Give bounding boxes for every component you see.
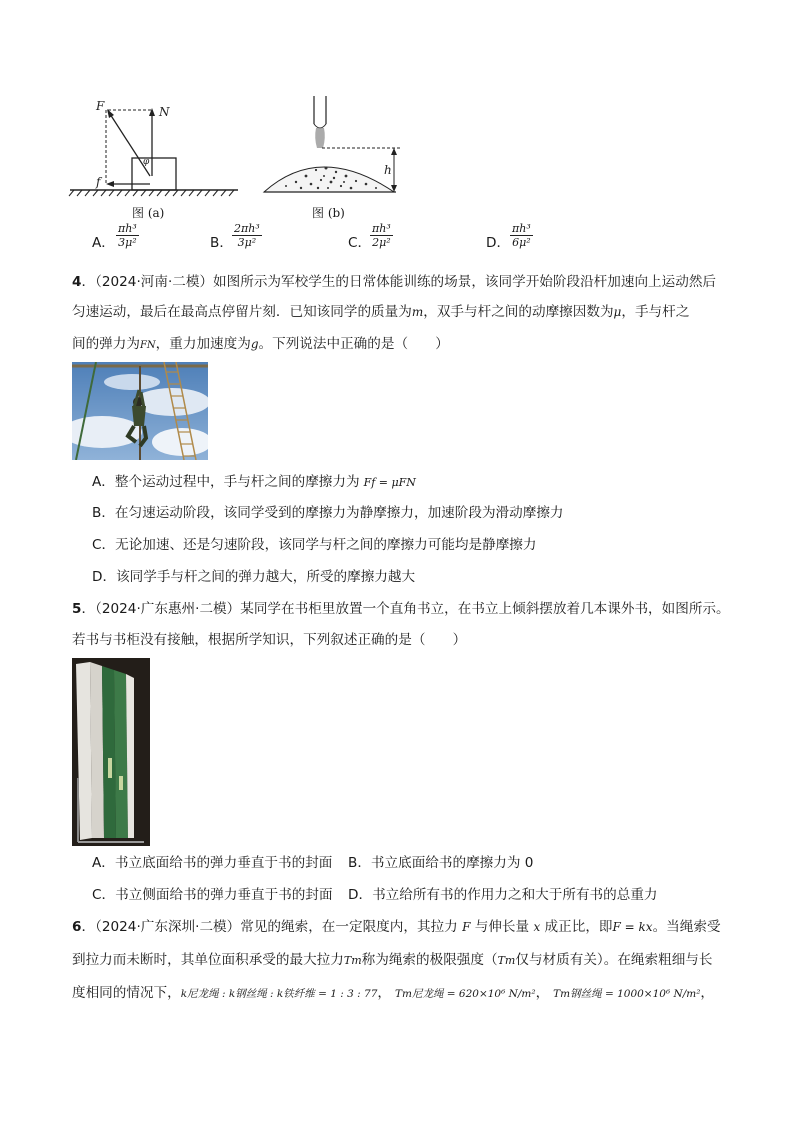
label-phi: φ xyxy=(143,157,150,167)
q4-line-3: 间的弹力为FN，重力加速度为g。下列说法中正确的是（ ） xyxy=(72,336,449,352)
q4-option-b[interactable]: B．在匀速运动阶段，该同学受到的摩擦力为静摩擦力，加速阶段为滑动摩擦力 xyxy=(92,505,564,521)
q5-number: 5 xyxy=(72,601,82,617)
label-f: f xyxy=(96,175,101,189)
sand-pile xyxy=(264,167,394,192)
q4-option-a[interactable]: A．整个运动过程中，手与杆之间的摩擦力为 Ff = μFN xyxy=(92,474,416,490)
q3-option-a-letter[interactable]: A． xyxy=(92,235,115,251)
q5-line-2: 若书与书柜没有接触，根据所学知识，下列叙述正确的是（ ） xyxy=(72,632,467,648)
q5-option-a[interactable]: A．书立底面给书的弹力垂直于书的封面 xyxy=(92,855,333,871)
q4-option-c[interactable]: C．无论加速、还是匀速阶段，该同学与杆之间的摩擦力可能均是静摩擦力 xyxy=(92,537,537,553)
q3-option-d-letter[interactable]: D． xyxy=(486,235,511,251)
figure-b-caption: 图 (b) xyxy=(312,206,345,220)
q5-line-1: 5．（2024·广东惠州·二模）某同学在书柜里放置一个直角书立，在书立上倾斜摆放着几本课外书，如图所示。 xyxy=(72,601,730,617)
label-h: h xyxy=(384,163,392,177)
q4-line-1: 4．（2024·河南·二模）如图所示为军校学生的日常体能训练的场景，该同学开始阶段沿杆加速向上运动然后 xyxy=(72,274,717,290)
q6-line-2: 到拉力而未断时，其单位面积承受的最大拉力Tm称为绳索的极限强度（Tm仅与材质有关）。在绳索粗细与长 xyxy=(72,952,713,968)
figure-b xyxy=(256,96,416,206)
block xyxy=(132,158,176,190)
q4-option-d[interactable]: D．该同学手与杆之间的弹力越大，所受的摩擦力越大 xyxy=(92,569,416,585)
q3-option-a-formula: $\frac{\text{πh³}}{\text{3μ²}}$ xyxy=(118,222,137,249)
q5-option-b[interactable]: B．书立底面给书的摩擦力为 0 xyxy=(348,855,534,871)
q6-tm-nylon: Tm尼龙绳 = 620×10⁶ N/m² xyxy=(394,988,536,1000)
q3-option-d-formula: $\frac{\text{πh³}}{\text{6μ²}}$ xyxy=(512,222,531,249)
q4-line-2: 匀速运动，最后在最高点停留片刻．已知该同学的质量为m，双手与杆之间的动摩擦因数为μ，手与杆之 xyxy=(72,304,690,320)
q3-option-c-formula: $\frac{\text{πh³}}{\text{2μ²}}$ xyxy=(372,222,391,249)
label-N: N xyxy=(159,105,170,119)
q4-photo-rope-climbing xyxy=(72,362,208,460)
q5-option-d[interactable]: D．书立给所有书的作用力之和大于所有书的总重力 xyxy=(348,887,658,903)
q6-line-3: 度相同的情况下，k尼龙绳 : k钢丝绳 : k铁纤维 = 1 : 3 : 77， Tm尼龙绳 = 620×10⁶ N/m²， Tm钢丝绳 = 1000×10⁶ N/m²， xyxy=(72,985,715,1001)
label-F: F xyxy=(96,99,105,113)
q3-option-b-formula: $\frac{\text{2πh³}}{\text{3μ²}}$ xyxy=(234,222,260,249)
q5-option-c[interactable]: C．书立侧面给书的弹力垂直于书的封面 xyxy=(92,887,333,903)
q4-number: 4 xyxy=(72,274,82,290)
figure-a-caption: 图 (a) xyxy=(132,206,165,220)
q6-line-1: 6．（2024·广东深圳·二模）常见的绳索，在一定限度内，其拉力 F 与伸长量 x 成正比，即F = kx。当绳索受 xyxy=(72,919,721,935)
q5-photo-book-stand xyxy=(72,658,150,846)
q6-number: 6 xyxy=(72,919,82,935)
q3-option-c-letter[interactable]: C． xyxy=(348,235,372,251)
q3-option-b-letter[interactable]: B． xyxy=(210,235,233,251)
q6-k-ratio: k尼龙绳 : k钢丝绳 : k铁纤维 = 1 : 3 : 77 xyxy=(180,988,378,1000)
q6-tm-steel: Tm钢丝绳 = 1000×10⁶ N/m² xyxy=(553,988,701,1000)
